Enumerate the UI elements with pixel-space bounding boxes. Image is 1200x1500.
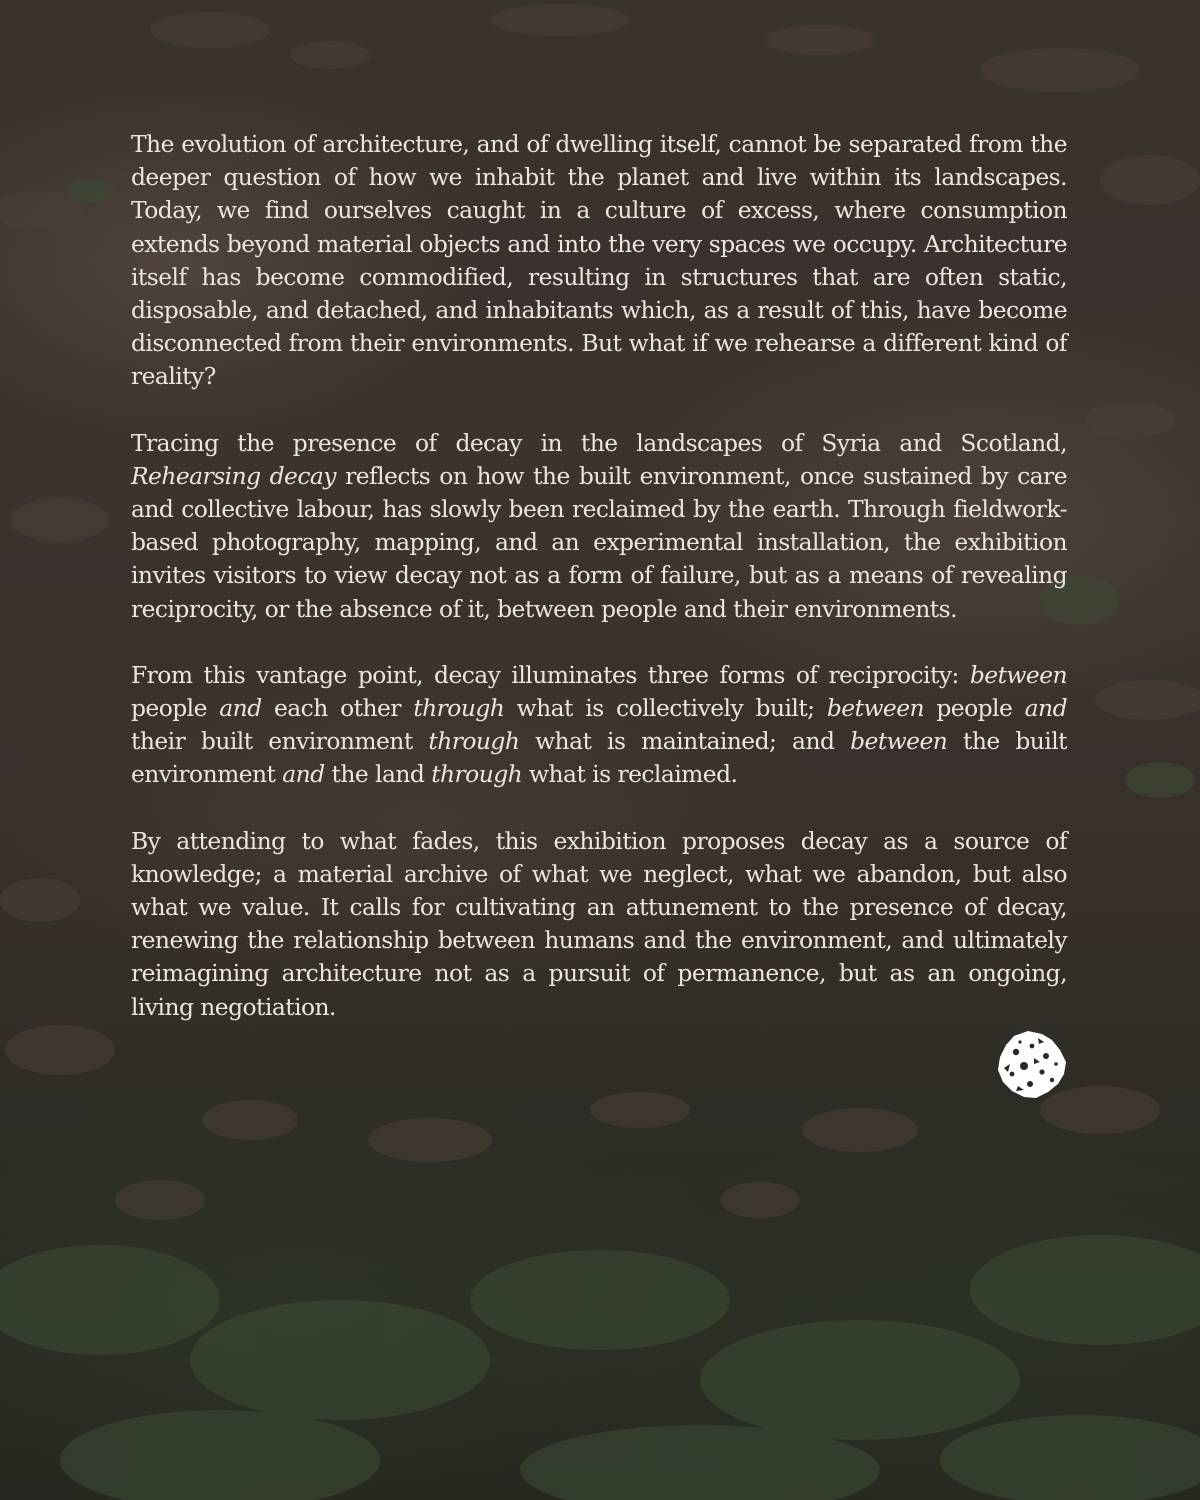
italic-phrase: through — [428, 727, 520, 756]
italic-phrase: and — [1024, 694, 1067, 723]
text-run: each other — [261, 694, 414, 723]
italic-phrase: Rehearsing decay — [131, 461, 336, 490]
paragraph-reciprocity — [131, 659, 1067, 792]
text-run: what is collectively built; — [504, 694, 827, 723]
text-run: people — [131, 694, 220, 723]
italic-phrase: between — [826, 694, 925, 723]
italic-phrase: and — [282, 760, 325, 789]
text-run: The evolution of architecture, and of dwelling itself, cannot be separated from the deeper question of how we inhabit the planet and live within its landscapes. Today, we find ourselves caught in a culture of excess, where consumption extends beyond material objects and into the very spaces we occupy. Architecture itself has become commodified, resulting in structures that are often static, disposable, and detached, and inhabitants which, as a result of this, have become disconnected from their environments. But what if we rehearse a different kind of reality? — [131, 130, 1067, 391]
paragraph-syria-scotland — [131, 427, 1067, 626]
text-run: what is maintained; and — [519, 727, 851, 756]
paragraph-conclusion — [131, 825, 1067, 1024]
text-run: reflects on how the built environment, once sustained by care and collective labour, has slowly been reclaimed by the earth. Through fieldwork-based photography, mapping, and an experimental installation, the exhibition invites visitors to view decay not as a form of failure, but as a means of revealing reciprocity, or the absence of it, between people and their environments. — [131, 461, 1067, 623]
exhibition-statement — [131, 128, 1067, 1057]
italic-phrase: through — [431, 760, 523, 789]
italic-phrase: between — [850, 727, 948, 756]
italic-phrase: through — [413, 694, 505, 723]
paragraph-intro — [131, 128, 1067, 394]
rock-fragment-logo-icon — [994, 1028, 1070, 1102]
text-run: the land — [324, 760, 432, 789]
text-run: the built environment — [131, 727, 1067, 789]
text-run: Tracing the presence of decay in the landscapes of Syria and Scotland, — [131, 428, 1067, 457]
text-run: By attending to what fades, this exhibition proposes decay as a source of knowledge; a material archive of what we neglect, what we abandon, but also what we value. It calls for cultivating an attunement to the presence of decay, renewing the relationship between humans and the environment, and ultimately reimagining architecture not as a pursuit of permanence, but as an ongoing, living negotiation. — [131, 826, 1067, 1021]
text-run: people — [924, 694, 1025, 723]
text-run: their built environment — [131, 727, 429, 756]
text-run: what is reclaimed. — [522, 760, 738, 789]
text-run: From this vantage point, decay illuminates three forms of reciprocity: — [131, 660, 970, 689]
italic-phrase: between — [969, 660, 1067, 689]
italic-phrase: and — [219, 694, 262, 723]
